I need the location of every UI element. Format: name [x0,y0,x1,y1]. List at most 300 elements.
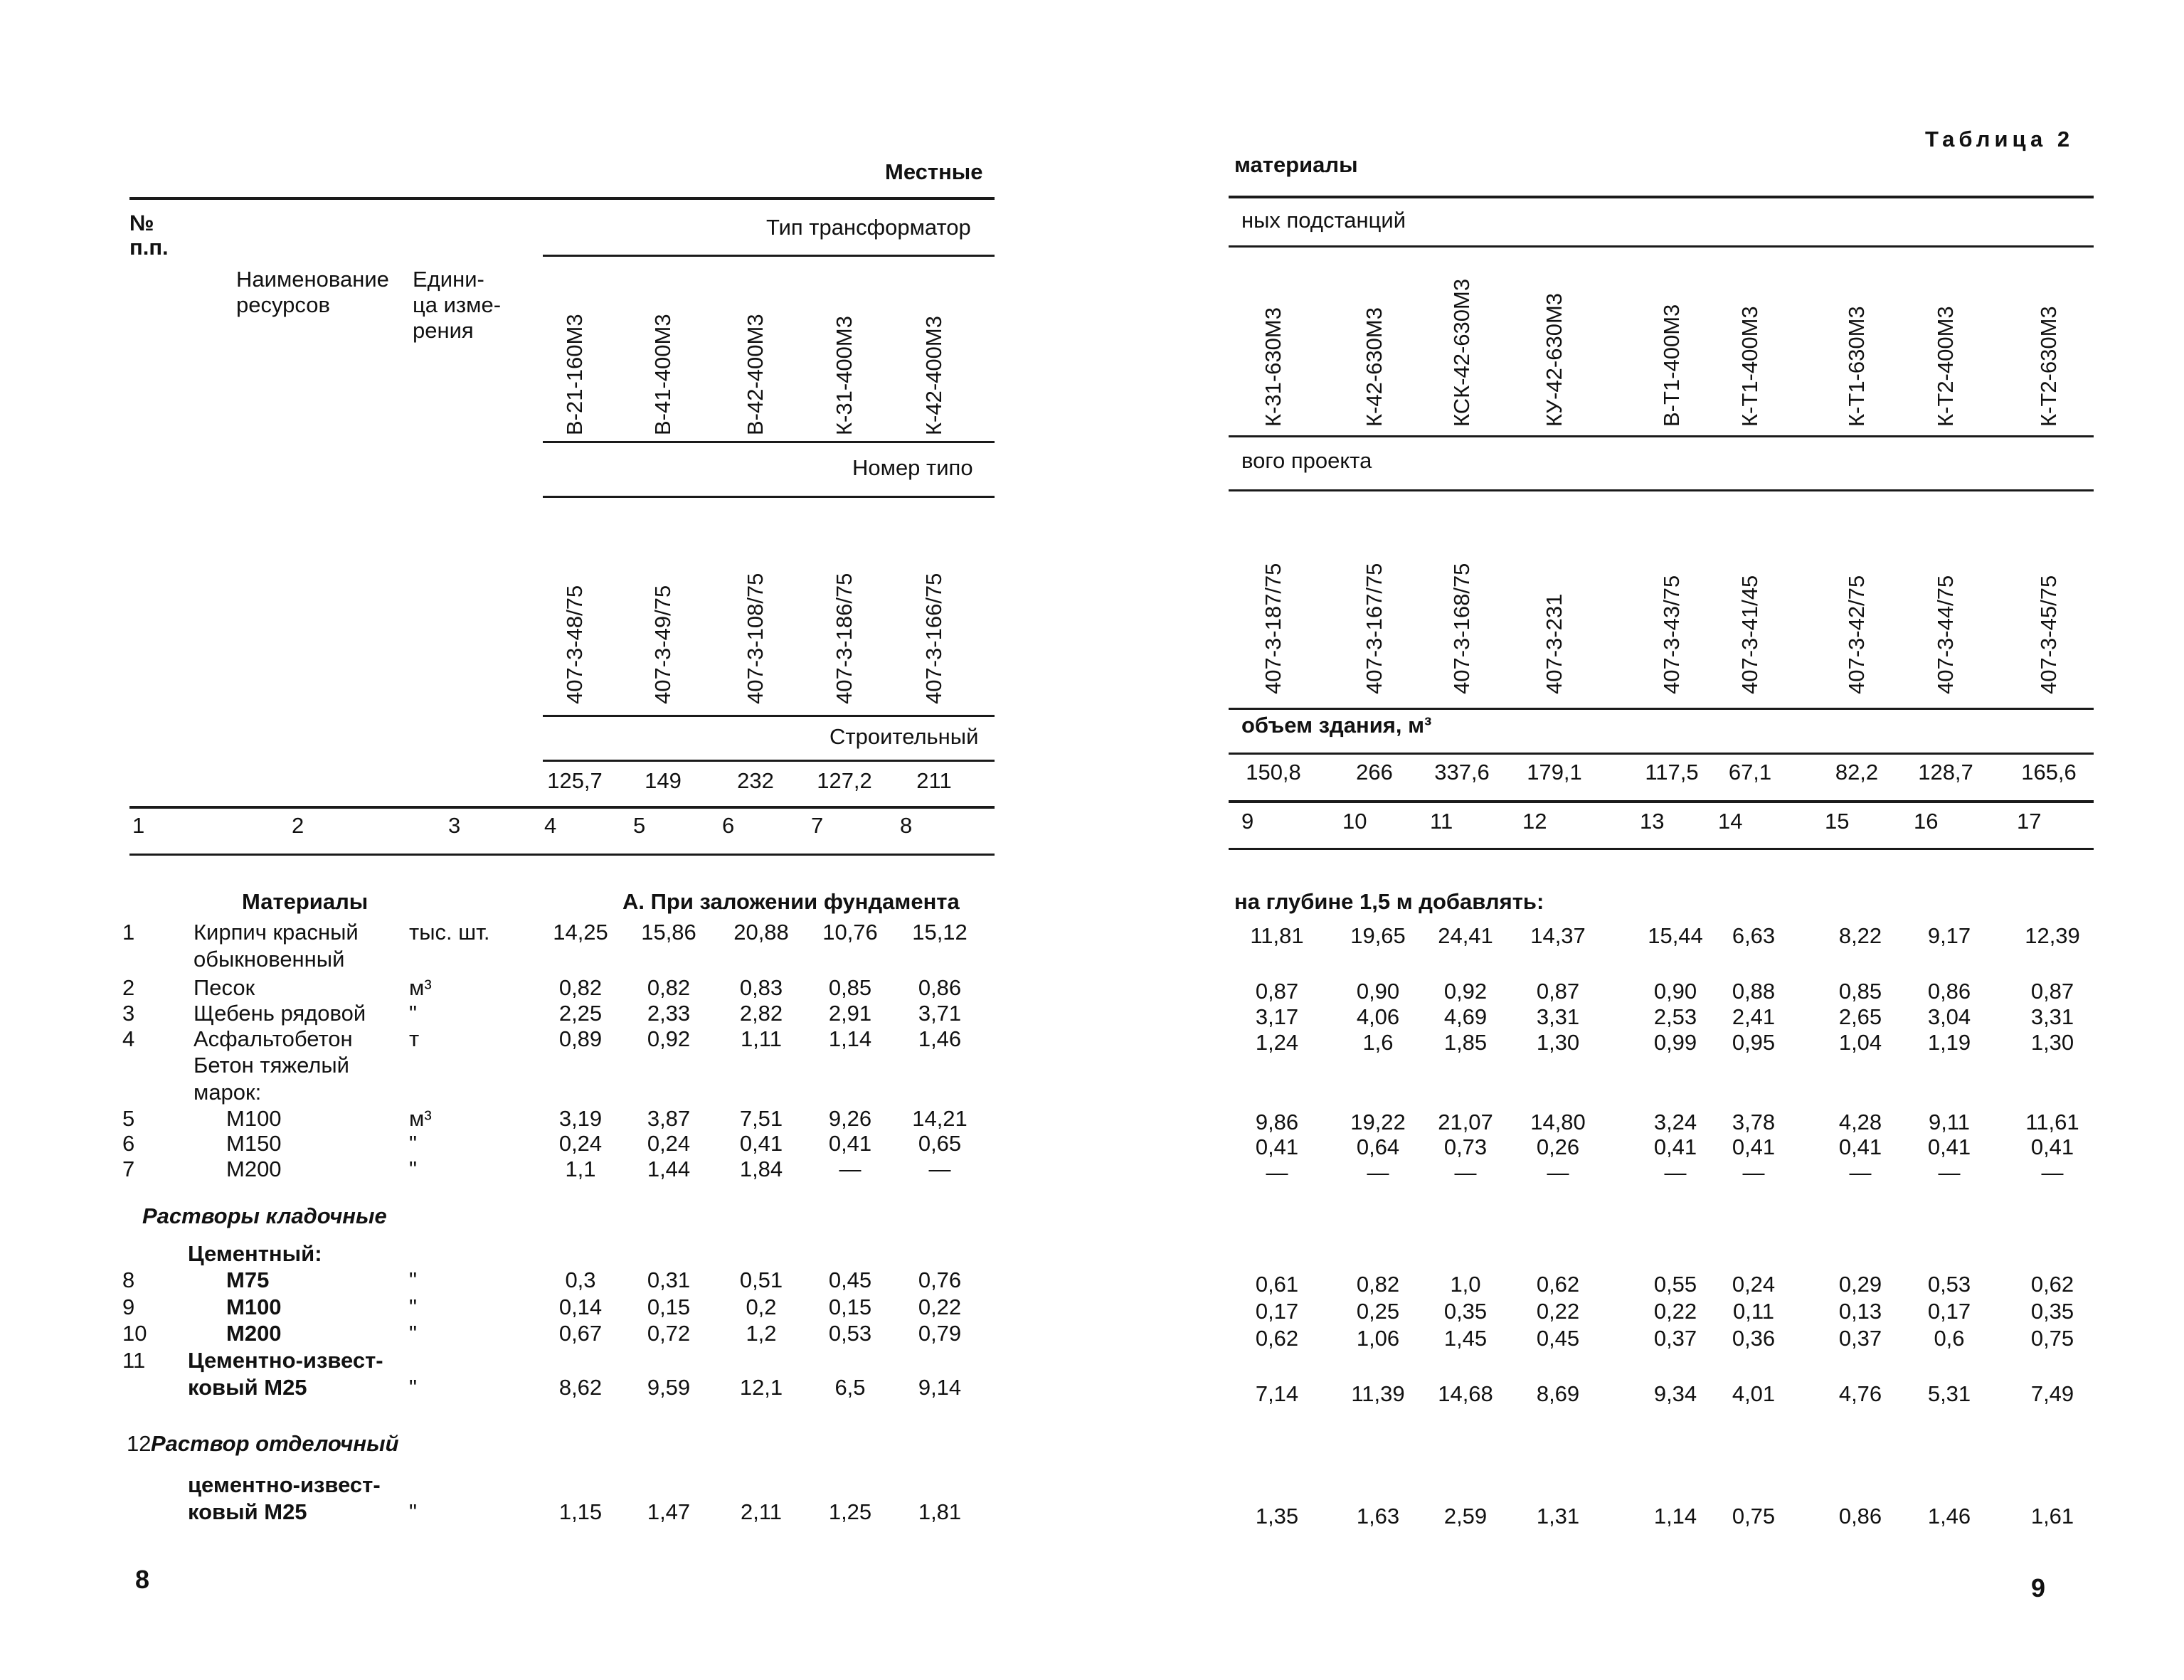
left-cell: 1,46 [918,1026,962,1051]
right-type-bottom-rule [1229,435,2094,437]
left-cell: 20,88 [733,920,789,945]
right-cell: 12,39 [2025,923,2080,948]
left-cell: 0,2 [746,1294,777,1319]
right-cell: 8,69 [1536,1381,1580,1406]
type-bottom-rule [543,441,995,443]
right-cell: 7,14 [1255,1381,1299,1406]
section-title: А. При заложении фундамента [622,889,960,914]
left-type-label-4: К-31-400М3 [832,316,857,435]
row-name-line: Раствор отделочный [151,1431,399,1456]
right-cell: 0,41 [1732,1134,1776,1159]
right-type-label-1: К-31-630М3 [1261,307,1286,427]
right-cell: 3,31 [2030,1004,2074,1029]
right-volume-1: 150,8 [1246,760,1301,785]
right-cell: 0,61 [1255,1272,1299,1297]
left-cell: 12,1 [739,1375,783,1400]
left-cell: 1,47 [647,1499,691,1524]
row-unit: " [409,1267,418,1292]
left-cell: 14,25 [553,920,608,945]
left-cell: 0,82 [647,975,691,1000]
name-header: Наименование ресурсов [236,267,389,317]
row-name-line: М100 [226,1106,282,1131]
left-cell: 0,41 [739,1131,783,1156]
right-type-rule [1229,245,2094,248]
right-cell: 0,99 [1653,1030,1697,1055]
right-cell: 1,04 [1838,1030,1882,1055]
row-name-line: ковый М25 [188,1375,307,1400]
right-cell: 1,35 [1255,1504,1299,1529]
right-cell: 0,45 [1536,1326,1580,1351]
left-colnum-6: 6 [722,813,735,838]
left-volume-2: 149 [645,768,682,793]
right-cell: 4,01 [1732,1381,1776,1406]
right-type-label-3: КСК-42-630М3 [1449,278,1474,427]
right-cell: 4,06 [1356,1004,1400,1029]
right-cell: 1,0 [1450,1272,1481,1297]
left-cell: 3,71 [918,1001,962,1026]
right-colnum-3: 11 [1430,809,1453,834]
left-cell: 0,67 [558,1321,603,1346]
right-cell: 0,85 [1838,979,1882,1004]
left-cell: 0,89 [558,1026,603,1051]
left-cell: 1,81 [918,1499,962,1524]
row-number: 8 [122,1267,135,1292]
right-cell: 0,41 [1927,1134,1971,1159]
right-cell: 2,65 [1838,1004,1882,1029]
right-volume-3: 337,6 [1434,760,1490,785]
left-cell: 1,44 [647,1157,691,1181]
row-name-line: обыкновенный [194,947,345,972]
right-type-label-7: К-Т1-630М3 [1844,306,1869,427]
row-name-line: цементно-извест- [188,1472,381,1497]
right-colnum-6: 14 [1718,809,1743,834]
right-cell: 21,07 [1438,1110,1493,1134]
right-cell: 0,87 [2030,979,2074,1004]
left-cell: 1,11 [740,1026,783,1051]
right-cell: 1,6 [1362,1030,1394,1055]
right-cell: 0,37 [1653,1326,1697,1351]
right-cell: 0,25 [1356,1299,1400,1324]
left-cell: 0,79 [918,1321,962,1346]
right-cell: 1,61 [2030,1504,2074,1529]
right-cell: 0,75 [2030,1326,2074,1351]
right-cell: — [1742,1160,1765,1185]
row-unit: " [409,1294,418,1319]
right-cell: 0,22 [1536,1299,1580,1324]
left-cell: 2,33 [647,1001,691,1026]
row-name-line: марок: [194,1080,262,1105]
right-volume-4: 179,1 [1527,760,1582,785]
row-unit: тыс. шт. [409,920,490,945]
left-cell: 2,25 [558,1001,603,1026]
row-name-line: Цементный: [188,1241,322,1266]
right-cell: 1,85 [1443,1030,1488,1055]
row-unit: " [409,1375,418,1400]
right-cell: 0,87 [1255,979,1299,1004]
volume-rule [543,760,995,762]
no-label: № п.п. [129,211,169,260]
left-cell: 0,65 [918,1131,962,1156]
right-cell: 0,95 [1732,1030,1776,1055]
left-cell: 9,59 [647,1375,691,1400]
row-unit: м³ [409,1106,432,1131]
right-project-label-8: 407-3-44/75 [1933,575,1958,694]
left-volume-4: 127,2 [817,768,872,793]
right-project-label-5: 407-3-43/75 [1659,575,1684,694]
right-cell: 0,62 [1536,1272,1580,1297]
right-volume-header: объем здания, м³ [1241,713,1432,738]
right-cell: 24,41 [1438,923,1493,948]
right-cell: 0,37 [1838,1326,1882,1351]
right-cell: 3,17 [1255,1004,1299,1029]
right-cell: 0,24 [1732,1272,1776,1297]
left-cell: 1,1 [565,1157,596,1181]
left-cell: 3,19 [558,1106,603,1131]
right-volume-9: 165,6 [2021,760,2077,785]
right-project-label-2: 407-3-167/75 [1362,563,1387,694]
right-colnum-5: 13 [1640,809,1665,834]
right-cell: 0,86 [1838,1504,1882,1529]
right-title: материалы [1234,152,1358,177]
row-number: 1 [122,920,135,945]
row-number: 5 [122,1106,135,1131]
right-cell: 14,37 [1530,923,1586,948]
right-project-bottom-rule [1229,708,2094,710]
row-unit: т [409,1026,420,1051]
row-unit: " [409,1001,418,1026]
row-number: 2 [122,975,135,1000]
right-cell: 0,22 [1653,1299,1697,1324]
right-project-label-4: 407-3-231 [1542,593,1567,694]
right-cell: — [1664,1160,1687,1185]
right-cell: 1,06 [1356,1326,1400,1351]
right-cell: 4,69 [1443,1004,1488,1029]
left-cell: 1,2 [746,1321,777,1346]
right-cell: 2,59 [1443,1504,1488,1529]
right-cell: 0,41 [1838,1134,1882,1159]
right-project-label-6: 407-3-41/45 [1737,575,1762,694]
right-cell: 0,82 [1356,1272,1400,1297]
left-volume-5: 211 [916,768,952,793]
right-cell: 0,53 [1927,1272,1971,1297]
left-project-label-5: 407-3-166/75 [921,573,946,704]
right-cell: 5,31 [1927,1381,1971,1406]
right-cell: 0,35 [1443,1299,1488,1324]
right-colnum-7: 15 [1825,809,1850,834]
right-cell: 0,41 [1653,1134,1697,1159]
left-cell: 1,84 [739,1157,783,1181]
project-rule [543,496,995,498]
right-volume-6: 67,1 [1728,760,1772,785]
right-cell: 0,36 [1732,1326,1776,1351]
left-cell: 7,51 [739,1106,783,1131]
left-project-label-3: 407-3-108/75 [743,573,768,704]
row-name-line: Щебень рядовой [194,1001,366,1026]
right-top-rule [1229,196,2094,198]
right-cell: 9,17 [1927,923,1971,948]
right-cell: 0,17 [1927,1299,1971,1324]
left-cell: 0,51 [739,1267,783,1292]
right-cell: 0,75 [1732,1504,1776,1529]
left-cell: 15,12 [912,920,968,945]
row-name-line: М200 [226,1321,282,1346]
right-colnum-4: 12 [1522,809,1547,834]
right-volume-7: 82,2 [1835,760,1879,785]
right-volume-2: 266 [1356,760,1393,785]
header-bottom-rule [129,806,995,809]
row-name-line: М150 [226,1131,282,1156]
project-header: Номер типо [852,455,973,480]
right-cell: 0,62 [1255,1326,1299,1351]
row-name-line: Асфальтобетон [194,1026,353,1051]
row-number: 12 [127,1431,152,1456]
right-cell: 3,31 [1536,1004,1580,1029]
left-volume-3: 232 [737,768,774,793]
right-cell: 11,39 [1351,1381,1405,1406]
right-cell: 0,62 [2030,1272,2074,1297]
right-type-label-6: К-Т1-400М3 [1737,306,1762,427]
table-caption: Таблица 2 [1925,127,2074,151]
right-colnum-8: 16 [1914,809,1939,834]
right-project-label-1: 407-3-187/75 [1261,563,1286,694]
left-cell: 0,24 [647,1131,691,1156]
right-cell: 9,11 [1928,1110,1971,1134]
right-cell: 0,41 [2030,1134,2074,1159]
left-cell: 8,62 [558,1375,603,1400]
right-type-label-5: В-Т1-400М3 [1659,304,1684,427]
left-cell: 0,14 [558,1294,603,1319]
right-cell: 1,24 [1255,1030,1299,1055]
right-cell: 2,41 [1732,1004,1776,1029]
left-cell: 15,86 [641,920,696,945]
right-cell: 1,14 [1653,1504,1697,1529]
right-project-label-9: 407-3-45/75 [2036,575,2061,694]
right-cell: 0,64 [1356,1134,1400,1159]
right-cell: 0,41 [1255,1134,1299,1159]
left-cell: 0,86 [918,975,962,1000]
right-cell: 0,90 [1356,979,1400,1004]
right-project-header: вого проекта [1241,448,1372,473]
left-cell: 2,82 [739,1001,783,1026]
page-number-right: 9 [2031,1573,2046,1602]
left-project-label-4: 407-3-186/75 [832,573,857,704]
left-cell: 6,5 [834,1375,866,1400]
right-type-label-9: К-Т2-630М3 [2036,306,2061,427]
left-cell: 10,76 [822,920,878,945]
left-cell: 0,15 [647,1294,691,1319]
right-cell: 1,19 [1927,1030,1971,1055]
row-number: 9 [122,1294,135,1319]
right-colnum-2: 10 [1342,809,1367,834]
left-cell: 2,91 [828,1001,872,1026]
right-colnum-rule [1229,848,2094,850]
right-type-label-2: К-42-630М3 [1362,307,1387,427]
right-section-title: на глубине 1,5 м добавлять: [1234,889,1544,914]
right-type-label-8: К-Т2-400М3 [1933,306,1958,427]
row-number: 7 [122,1157,135,1181]
right-volume-8: 128,7 [1918,760,1973,785]
row-name-line: М75 [226,1267,270,1292]
left-cell: 0,53 [828,1321,872,1346]
right-cell: — [1938,1160,1961,1185]
left-colnum-1: 1 [132,813,145,838]
right-cell: 0,87 [1536,979,1580,1004]
left-type-label-3: В-42-400М3 [743,314,768,435]
left-cell: 0,82 [558,975,603,1000]
type-header: Тип трансформатор [766,215,971,240]
left-cell: — [839,1157,862,1181]
right-project-label-7: 407-3-42/75 [1844,575,1869,694]
right-cell: 0,13 [1838,1299,1882,1324]
row-name-line: Цементно-извест- [188,1348,383,1373]
row-name-line: Растворы кладочные [142,1203,387,1228]
right-cell: 9,34 [1653,1381,1697,1406]
right-volume-rule [1229,753,2094,755]
right-cell: 0,88 [1732,979,1776,1004]
right-colnum-9: 17 [2017,809,2042,834]
right-cell: 4,28 [1838,1110,1882,1134]
right-cell: 1,31 [1536,1504,1580,1529]
left-cell: 1,25 [828,1499,872,1524]
left-cell: 0,72 [647,1321,691,1346]
row-number: 10 [122,1321,147,1346]
right-cell: 0,73 [1443,1134,1488,1159]
left-cell: 0,22 [918,1294,962,1319]
left-cell: 14,21 [912,1106,968,1131]
row-name-line: Песок [194,975,255,1000]
row-unit: " [409,1131,418,1156]
left-cell: 0,31 [647,1267,691,1292]
colnum-rule [129,854,995,856]
row-name-line: М200 [226,1157,282,1181]
right-cell: 19,65 [1350,923,1406,948]
no-header [129,211,169,260]
left-cell: 0,45 [828,1267,872,1292]
right-cell: 0,55 [1653,1272,1697,1297]
right-cell: 14,68 [1438,1381,1493,1406]
right-cell: 8,22 [1838,923,1882,948]
left-cell: 9,14 [918,1375,962,1400]
left-cell: 0,76 [918,1267,962,1292]
left-project-label-2: 407-3-49/75 [650,585,675,704]
right-cell: 11,61 [2025,1110,2079,1134]
left-volume-1: 125,7 [547,768,603,793]
right-cell: 2,53 [1653,1004,1697,1029]
row-unit: " [409,1499,418,1524]
row-number: 3 [122,1001,135,1026]
row-number: 11 [122,1348,146,1373]
right-cell: 0,26 [1536,1134,1580,1159]
left-type-label-5: К-42-400М3 [921,316,946,435]
row-number: 4 [122,1026,135,1051]
left-colnum-8: 8 [900,813,913,838]
left-colnum-3: 3 [448,813,461,838]
row-name-line: М100 [226,1294,282,1319]
right-cell: 11,81 [1250,923,1304,948]
right-cell: 1,30 [2030,1030,2074,1055]
left-type-label-2: В-41-400М3 [650,314,675,435]
left-cell: 0,92 [647,1026,691,1051]
right-cell: 1,30 [1536,1030,1580,1055]
right-cell: — [1454,1160,1477,1185]
left-type-label-1: В-21-160М3 [562,314,587,435]
right-cell: 0,35 [2030,1299,2074,1324]
right-volume-5: 117,5 [1645,760,1699,785]
right-type-label-4: КУ-42-630М3 [1542,292,1567,427]
left-cell: 0,41 [828,1131,872,1156]
left-cell: 0,85 [828,975,872,1000]
right-cell: 19,22 [1350,1110,1406,1134]
right-cell: 0,29 [1838,1272,1882,1297]
page-number-left: 8 [135,1565,150,1594]
materials-label: Материалы [242,889,369,914]
left-cell: 3,87 [647,1106,691,1131]
right-header-bottom-rule [1229,800,2094,803]
left-colnum-2: 2 [292,813,304,838]
unit-header: Едини- ца изме- рения [413,267,502,343]
right-cell: 1,46 [1927,1504,1971,1529]
right-cell: 0,6 [1934,1326,1965,1351]
left-colnum-4: 4 [544,813,557,838]
right-cell: 1,63 [1356,1504,1400,1529]
left-title: Местные [885,159,983,184]
left-cell: — [928,1157,951,1181]
right-cell: 0,86 [1927,979,1971,1004]
left-cell: 9,26 [828,1106,872,1131]
type-rule [543,255,995,257]
project-bottom-rule [543,715,995,717]
row-number: 6 [122,1131,135,1156]
right-cell: — [1266,1160,1288,1185]
right-cell: 7,49 [2030,1381,2074,1406]
right-project-label-3: 407-3-168/75 [1449,563,1474,694]
row-name-line: Бетон тяжелый [194,1053,349,1078]
top-rule [129,197,995,200]
left-project-label-1: 407-3-48/75 [562,585,587,704]
right-cell: — [1367,1160,1389,1185]
left-colnum-5: 5 [633,813,646,838]
right-cell: 3,78 [1732,1110,1776,1134]
row-name-line: ковый М25 [188,1499,307,1524]
left-cell: 0,24 [558,1131,603,1156]
right-cell: 15,44 [1648,923,1703,948]
volume-header: Строительный [829,724,979,749]
right-cell: — [1547,1160,1569,1185]
row-unit: " [409,1321,418,1346]
right-cell: 0,90 [1653,979,1697,1004]
left-colnum-7: 7 [811,813,824,838]
right-cell: 4,76 [1838,1381,1882,1406]
row-unit: " [409,1157,418,1181]
right-cell: 0,11 [1732,1299,1775,1324]
right-cell: 0,17 [1255,1299,1299,1324]
left-cell: 1,14 [828,1026,872,1051]
left-cell: 0,83 [739,975,783,1000]
right-cell: 6,63 [1732,923,1776,948]
right-type-header: ных подстанций [1241,208,1406,233]
right-cell: 1,45 [1443,1326,1488,1351]
row-unit: м³ [409,975,432,1000]
right-cell: 3,04 [1927,1004,1971,1029]
left-cell: 2,11 [740,1499,783,1524]
right-cell: 0,92 [1443,979,1488,1004]
right-cell: — [1849,1160,1872,1185]
right-cell: 9,86 [1255,1110,1299,1134]
right-project-rule [1229,489,2094,491]
right-colnum-1: 9 [1241,809,1254,834]
row-name-line: Кирпич красный [194,920,359,945]
left-cell: 0,3 [565,1267,596,1292]
